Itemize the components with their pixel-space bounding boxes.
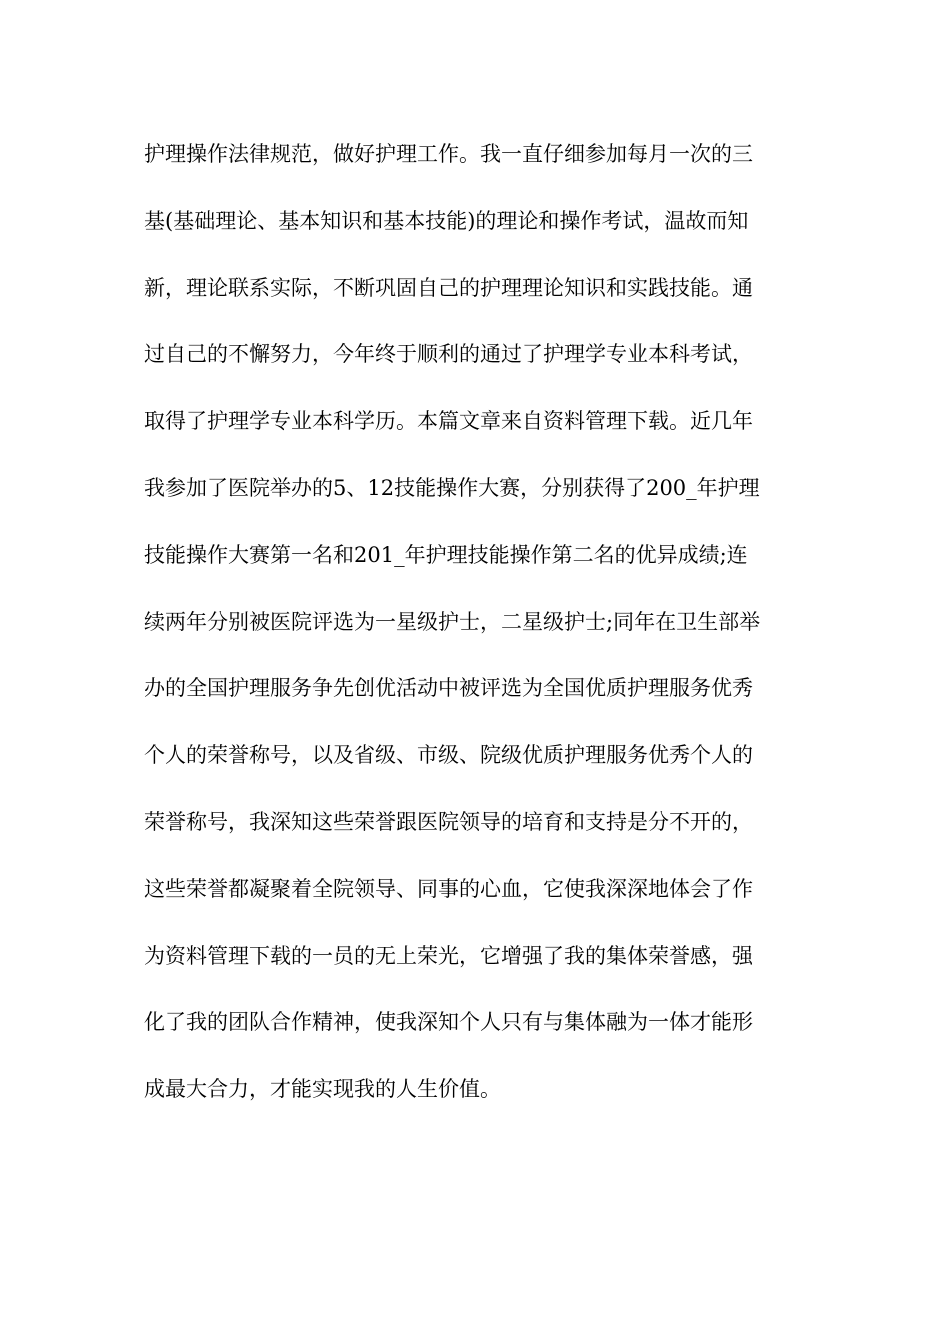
text-line-15: 成最大合力，才能实现我的人生价值。 [144,1077,501,1102]
text-line-5: 取得了护理学专业本科学历。本篇文章来自资料管理下载。近几年 [144,409,753,434]
text-line-6: 我参加了医院举办的5、12技能操作大赛，分别获得了200_年护理 [144,475,760,500]
text-line-8: 续两年分别被医院评选为一星级护士，二星级护士;同年在卫生部举 [144,609,761,634]
text-line-1: 护理操作法律规范，做好护理工作。我一直仔细参加每月一次的三 [144,142,753,166]
text-line-14: 化了我的团队合作精神，使我深知个人只有与集体融为一体才能形 [144,1010,753,1035]
text-line-7: 技能操作大赛第一名和201_年护理技能操作第二名的优异成绩;连 [144,542,748,567]
text-line-10: 个人的荣誉称号，以及省级、市级、院级优质护理服务优秀个人的 [144,743,753,768]
text-line-2: 基(基础理论、基本知识和基本技能)的理论和操作考试，温故而知 [144,208,749,233]
text-line-11: 荣誉称号，我深知这些荣誉跟医院领导的培育和支持是分不开的， [144,809,753,834]
text-line-13: 为资料管理下载的一员的无上荣光，它增强了我的集体荣誉感，强 [144,943,753,968]
text-line-4: 过自己的不懈努力，今年终于顺利的通过了护理学专业本科考试， [144,342,753,367]
text-line-3: 新，理论联系实际，不断巩固自己的护理理论知识和实践技能。通 [144,275,753,300]
body-paragraph [144,129,824,1131]
text-line-9: 办的全国护理服务争先创优活动中被评选为全国优质护理服务优秀 [144,676,753,701]
text-line-12: 这些荣誉都凝聚着全院领导、同事的心血，它使我深深地体会了作 [144,876,753,901]
